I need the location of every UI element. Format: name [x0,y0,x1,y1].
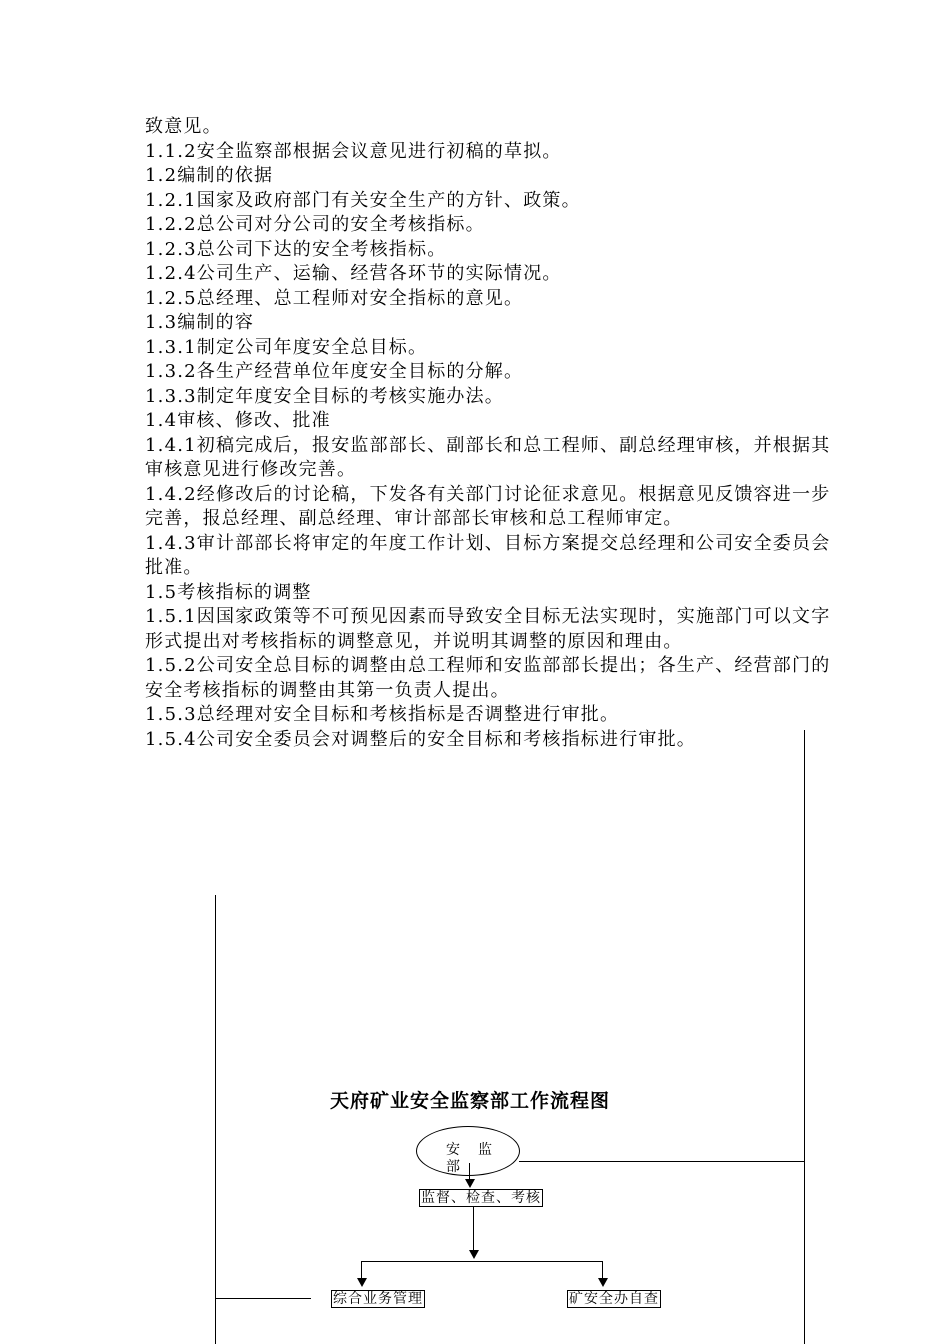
paragraph: 1.5.1因国家政策等不可预见因素而导致安全目标无法实现时，实施部门可以文字形式提出对考核指标的调整意见，并说明其调整的原因和理由。 [145,606,831,652]
paragraph: 1.2.2总公司对分公司的安全考核指标。 [145,214,485,235]
paragraph: 1.3编制的容 [145,312,255,333]
node-mine-self-check: 矿安全办自查 [569,1291,659,1307]
paragraph: 1.5考核指标的调整 [145,581,312,603]
node-safety-dept-label-a: 安 [446,1142,461,1158]
paragraph: 1.2.1国家及政府部门有关安全生产的方针、政策。 [145,189,581,211]
arrow-line [469,1163,470,1179]
paragraph: 1.3.1制定公司年度安全总目标。 [145,336,428,358]
arrow-head-icon [469,1250,479,1259]
node-general-management: 综合业务管理 [333,1291,423,1307]
frame-line-right [804,730,805,1344]
arrow-line [361,1261,362,1279]
arrow-line [602,1261,603,1279]
arrow-head-icon [357,1278,367,1287]
paragraph: 1.3.3制定年度安全目标的考核实施办法。 [145,385,504,407]
paragraph: 1.3.2各生产经营单位年度安全目标的分解。 [145,361,524,382]
paragraph: 1.4.3审计部部长将审定的年度工作计划、目标方案提交总经理和公司安全委员会批准。 [145,532,831,578]
paragraph: 1.2.5总经理、总工程师对安全指标的意见。 [145,287,524,309]
frame-line-left [215,895,216,1344]
paragraph: 1.2.3总公司下达的安全考核指标。 [145,238,447,260]
paragraph: 1.4.2经修改后的讨论稿，下发各有关部门讨论征求意见。根据意见反馈容进一步完善，报总经理、副总经理、审计部部长审核和总工程师审定。 [145,483,831,529]
arrow-head-icon [598,1278,608,1287]
flowchart-title: 天府矿业安全监察部工作流程图 [330,1090,611,1112]
paragraph: 1.5.4公司安全委员会对调整后的安全目标和考核指标进行审批。 [145,728,696,750]
node-safety-dept-label-c: 部 [446,1159,461,1175]
node-safety-dept-label-b: 监 [478,1142,493,1158]
node-safety-dept [416,1126,520,1176]
paragraph: 1.5.2公司安全总目标的调整由总工程师和安监部部长提出；各生产、经营部门的安全考核指标的调整由其第一负责人提出。 [145,655,831,701]
split-line [361,1261,603,1262]
arrow-head-icon [465,1179,475,1188]
paragraph: 致意见。 [145,116,222,137]
paragraph: 1.4审核、修改、批准 [145,410,331,431]
paragraph: 1.2编制的依据 [145,165,274,186]
arrow-line [473,1207,474,1251]
connector-left [216,1298,311,1299]
node-supervise: 监督、检查、考核 [421,1190,541,1206]
paragraph: 1.4.1初稿完成后，报安监部部长、副部长和总工程师、副总经理审核，并根据其审核意见进行修改完善。 [145,434,831,480]
connector-right [519,1161,805,1162]
paragraph: 1.2.4公司生产、运输、经营各环节的实际情况。 [145,263,562,284]
document-body [145,115,845,752]
paragraph: 1.5.3总经理对安全目标和考核指标是否调整进行审批。 [145,704,620,725]
paragraph: 1.1.2安全监察部根据会议意见进行初稿的草拟。 [145,140,562,162]
